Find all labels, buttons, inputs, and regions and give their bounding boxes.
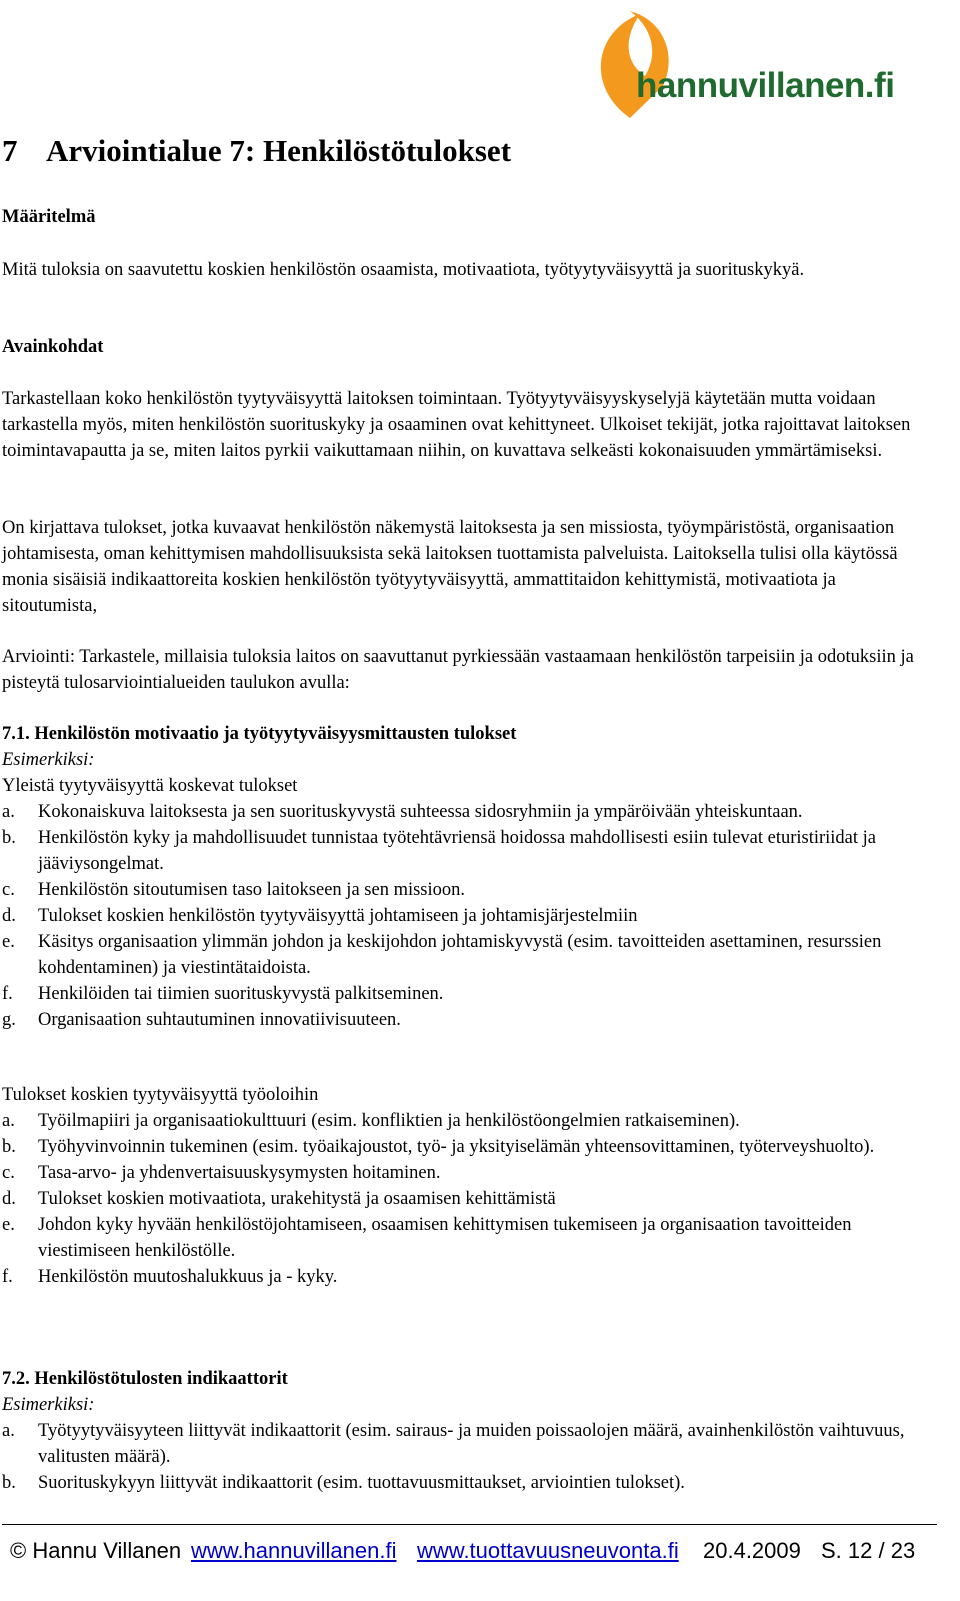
list-item: g. Organisaation suhtautuminen innovatiivisuuteen. [2, 1010, 401, 1030]
footer-divider [2, 1524, 937, 1525]
section-7-2-title: 7.2. Henkilöstötulosten indikaattorit [2, 1369, 288, 1389]
footer-date: 20.4.2009 [703, 1538, 801, 1563]
page-footer [10, 1538, 930, 1572]
key-points-label: Avainkohdat [2, 337, 104, 357]
key-points-paragraph-1: Tarkastellaan koko henkilöstön tyytyväisyyttä laitoksen toimintaan. Työtyytyväisyyskyselyjä käytetään mutta voidaan tarkastella myös, miten henkilöstön suorituskyky ja osaaminen ovat kehittyneet. Ulkoiset tekijät, jotka rajoittavat laitoksen toimintavapautta ja se, miten laitos pyrkii vaikuttamaan niihin, on kuvattava selkeästi kokonaisuuden ymmärtämiseksi. [2, 389, 911, 461]
definition-text: Mitä tuloksia on saavutettu koskien henkilöstön osaamista, motivaatiota, työtyytyväisyyttä ja suorituskykyä. [2, 260, 805, 280]
list-item: e. Johdon kyky hyvään henkilöstöjohtamiseen, osaamisen kehittymisen tukemiseen ja organisaation tavoitteiden viestimiseen henkilöstölle. [2, 1215, 852, 1261]
group-2-label: Tulokset koskien tyytyväisyyttä työoloihin [2, 1085, 319, 1105]
list-item: c. Henkilöstön sitoutumisen taso laitokseen ja sen missioon. [2, 880, 466, 900]
list-item: a. Kokonaiskuva laitoksesta ja sen suorituskyvystä suhteessa sidosryhmiin ja ympäröivään yhteiskuntaan. [2, 802, 803, 822]
logo-text: hannuvillanen.fi [636, 66, 895, 105]
list-item: a. Työilmapiiri ja organisaatiokulttuuri (esim. konfliktien ja henkilöstöongelmien ratkaiseminen). [2, 1111, 740, 1131]
section-7-1-examples-label: Esimerkiksi: [2, 750, 95, 770]
footer-link-hannuvillanen[interactable]: www.hannuvillanen.fi [191, 1538, 397, 1563]
list-item: d. Tulokset koskien henkilöstön tyytyväisyyttä johtamiseen ja johtamisjärjestelmiin [2, 906, 638, 926]
group-2-list [2, 1108, 930, 1290]
group-1-label: Yleistä tyytyväisyyttä koskevat tulokset [2, 776, 298, 796]
list-item: f. Henkilöstön muutoshalukkuus ja - kyky. [2, 1267, 338, 1287]
list-item: f. Henkilöiden tai tiimien suorituskyvystä palkitseminen. [2, 984, 444, 1004]
list-item: a. Työtyytyväisyyteen liittyvät indikaattorit (esim. sairaus- ja muiden poissaolojen määrä, avainhenkilöstön vaihtuvuus, valitusten määrä). [2, 1421, 905, 1467]
list-item: e. Käsitys organisaation ylimmän johdon ja keskijohdon johtamiskyvystä (esim. tavoitteiden asettaminen, resurssien kohdentaminen) ja viestintätaidoista. [2, 932, 882, 978]
list-item: b. Suorituskykyyn liittyvät indikaattorit (esim. tuottavuusmittaukset, arviointien tulokset). [2, 1473, 685, 1493]
section-7-1-title: 7.1. Henkilöstön motivaatio ja työtyytyväisyysmittausten tulokset [2, 724, 517, 744]
list-item: b. Henkilöstön kyky ja mahdollisuudet tunnistaa työtehtävriensä hoidossa mahdollisesti esiin tulevat eturistiriidat ja jääviysongelmat. [2, 828, 877, 874]
footer-author: © Hannu Villanen [10, 1538, 182, 1563]
footer-link-tuottavuusneuvonta[interactable]: www.tuottavuusneuvonta.fi [417, 1538, 679, 1563]
footer-page-number: S. 12 / 23 [821, 1538, 916, 1563]
assessment-paragraph: Arviointi: Tarkastele, millaisia tuloksia laitos on saavuttanut pyrkiessään vastaamaan henkilöstön tarpeisiin ja odotuksiin ja pisteytä tulosarviointialueiden taulukon avulla: [2, 647, 914, 693]
heading-title: Arviointialue 7: Henkilöstötulokset [46, 133, 512, 168]
heading-number: 7 [2, 133, 18, 168]
list-item: c. Tasa-arvo- ja yhdenvertaisuuskysymysten hoitaminen. [2, 1163, 441, 1183]
key-points-paragraph-2: On kirjattava tulokset, jotka kuvaavat henkilöstön näkemystä laitoksesta ja sen missiosta, työympäristöstä, organisaation johtamisesta, oman kehittymisen mahdollisuuksista sekä laitoksen tuottamista palveluista. Laitoksella tulisi olla käytössä monia sisäisiä indikaattoreita koskien henkilöstön työtyytyväisyyttä, ammattitaidon kehittymistä, motivaatiota ja sitoutumista, [2, 518, 898, 616]
list-item: b. Työhyvinvoinnin tukeminen (esim. työaikajoustot, työ- ja yksityiselämän yhteensovittaminen, työterveyshuolto). [2, 1137, 875, 1157]
page-heading [2, 133, 511, 169]
section-7-2-list [2, 1418, 930, 1496]
group-1-list [2, 799, 930, 1033]
list-item: d. Tulokset koskien motivaatiota, urakehitystä ja osaamisen kehittämistä [2, 1189, 556, 1209]
section-7-2-examples-label: Esimerkiksi: [2, 1395, 95, 1415]
definition-label: Määritelmä [2, 207, 96, 227]
